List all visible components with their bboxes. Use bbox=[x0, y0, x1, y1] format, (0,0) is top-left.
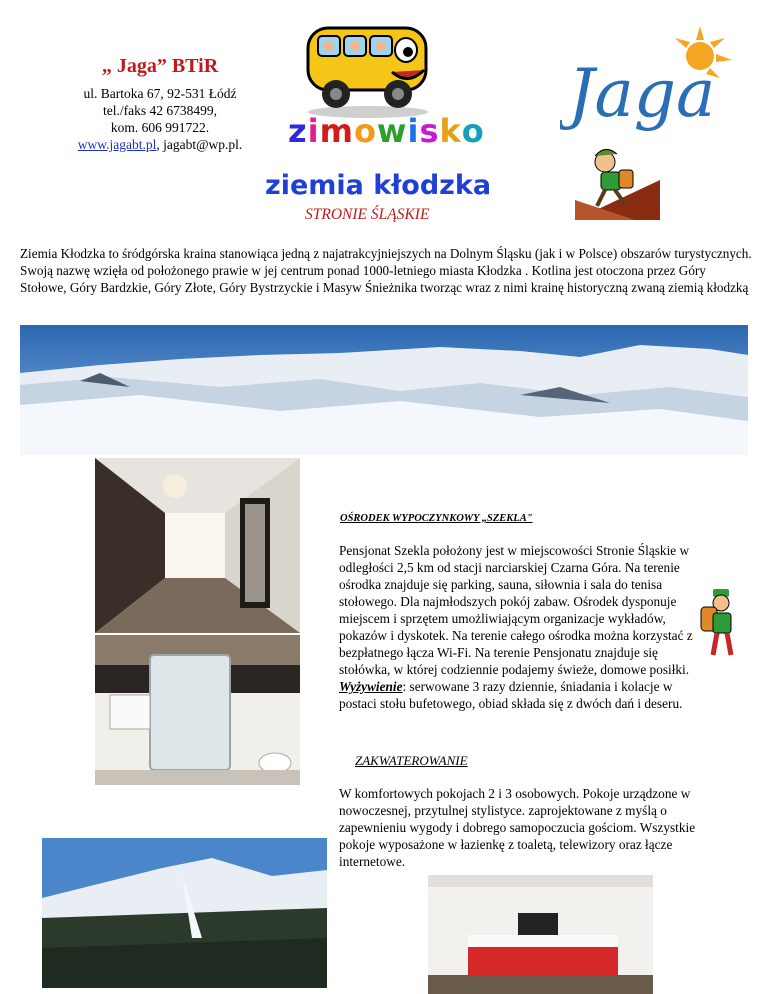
zimowisko-letter: m bbox=[319, 112, 354, 150]
address-phone: tel./faks 42 6738499, bbox=[103, 103, 217, 118]
backpacker-illustration bbox=[695, 585, 745, 660]
hotel-corridor-photo bbox=[95, 458, 300, 633]
region-title: ziemia kłodzka bbox=[265, 170, 492, 201]
zimowisko-letter: o bbox=[461, 112, 485, 150]
contact-line bbox=[40, 136, 280, 153]
zimowisko-letter: s bbox=[419, 112, 440, 150]
address-street: ul. Bartoka 67, 92-531 Łódź bbox=[83, 86, 237, 101]
zimowisko-letter: k bbox=[439, 112, 462, 150]
zimowisko-letter: w bbox=[376, 112, 408, 150]
accommodation-description: W komfortowych pokojach 2 i 3 osobowych. Pokoje urządzone w nowoczesnej, przytulnej stylistyce. zaprojektowane z myślą o zapewnieniu wygody i dobrego samopoczucia gościom. Wszystkie pokoje wyposażone w łazienkę z toaletą, telewizory oraz łącze internetowe. bbox=[339, 786, 696, 869]
address-mobile: kom. 606 991722. bbox=[110, 120, 210, 135]
logo-wordmark: Jaga bbox=[568, 55, 716, 132]
hiker-illustration bbox=[575, 140, 660, 220]
website-link[interactable]: www.jagabt.pl bbox=[77, 137, 157, 152]
zimowisko-letter: o bbox=[353, 112, 377, 150]
mountain-panorama-photo bbox=[20, 325, 748, 455]
center-description-text: Pensjonat Szekla położony jest w miejscowości Stronie Śląskie w odległości 2,5 km od stacji narciarskiej Czarna Góra. Na terenie ośrodka znajduje się parking, sauna, siłownia i sala do tenisa stołowego. Dla najmłodszych pokój zabaw. Ośrodek dysponuje miejscem i sprzętem umożliwiającym organizacje wykładów, pokazów i dyskotek. Na terenie całego ośrodka można korzystać z bezpłatnego łącza Wi-Fi. Na terenie Pensjonatu znajduje się stołówka, w której codziennie podajemy świeże, domowe posiłki. bbox=[339, 543, 693, 677]
contact-separator: , bbox=[156, 137, 164, 152]
zimowisko-title bbox=[288, 112, 485, 150]
company-name: „ Jaga” BTiR bbox=[101, 55, 219, 77]
meals-text: : serwowane 3 razy dziennie, śniadania i kolacje w postaci stołu bufetowego, obiad składa się z dwóch dań i deseru. bbox=[339, 679, 683, 711]
center-heading: OŚRODEK WYPOCZYNKOWY „SZEKLA" bbox=[340, 513, 533, 524]
accommodation-heading: ZAKWATEROWANIE bbox=[355, 753, 468, 768]
jaga-logo bbox=[560, 18, 735, 133]
bathroom-photo bbox=[95, 635, 300, 785]
center-description bbox=[339, 542, 699, 712]
bedroom-photo bbox=[428, 875, 653, 994]
email-text: jagabt@wp.pl. bbox=[163, 137, 243, 152]
meals-label: Wyżywienie bbox=[339, 679, 403, 694]
zimowisko-letter: i bbox=[407, 112, 420, 150]
school-bus-illustration bbox=[300, 10, 440, 120]
zimowisko-letter: i bbox=[307, 112, 320, 150]
intro-paragraph: Ziemia Kłodzka to śródgórska kraina stanowiąca jedną z najatrakcyjniejszych na Dolnym Śląsku (jak i w Polsce) obszarów turystycznych. Swoją nazwę wzięła od położonego prawie w jej centrum ponad 1000-letniego miasta Kłodzka . Kotlina jest otoczona przez Góry Stołowe, Góry Bardzkie, Góry Złote, Góry Bystrzyckie i Masyw Śnieżnika tworząc wraz z nimi krainę historyczną zwaną ziemią kłodzką bbox=[20, 246, 752, 295]
zimowisko-letter: z bbox=[288, 112, 308, 150]
town-title: STRONIE ŚLĄSKIE bbox=[305, 206, 430, 223]
snowy-forest-photo bbox=[42, 838, 327, 988]
